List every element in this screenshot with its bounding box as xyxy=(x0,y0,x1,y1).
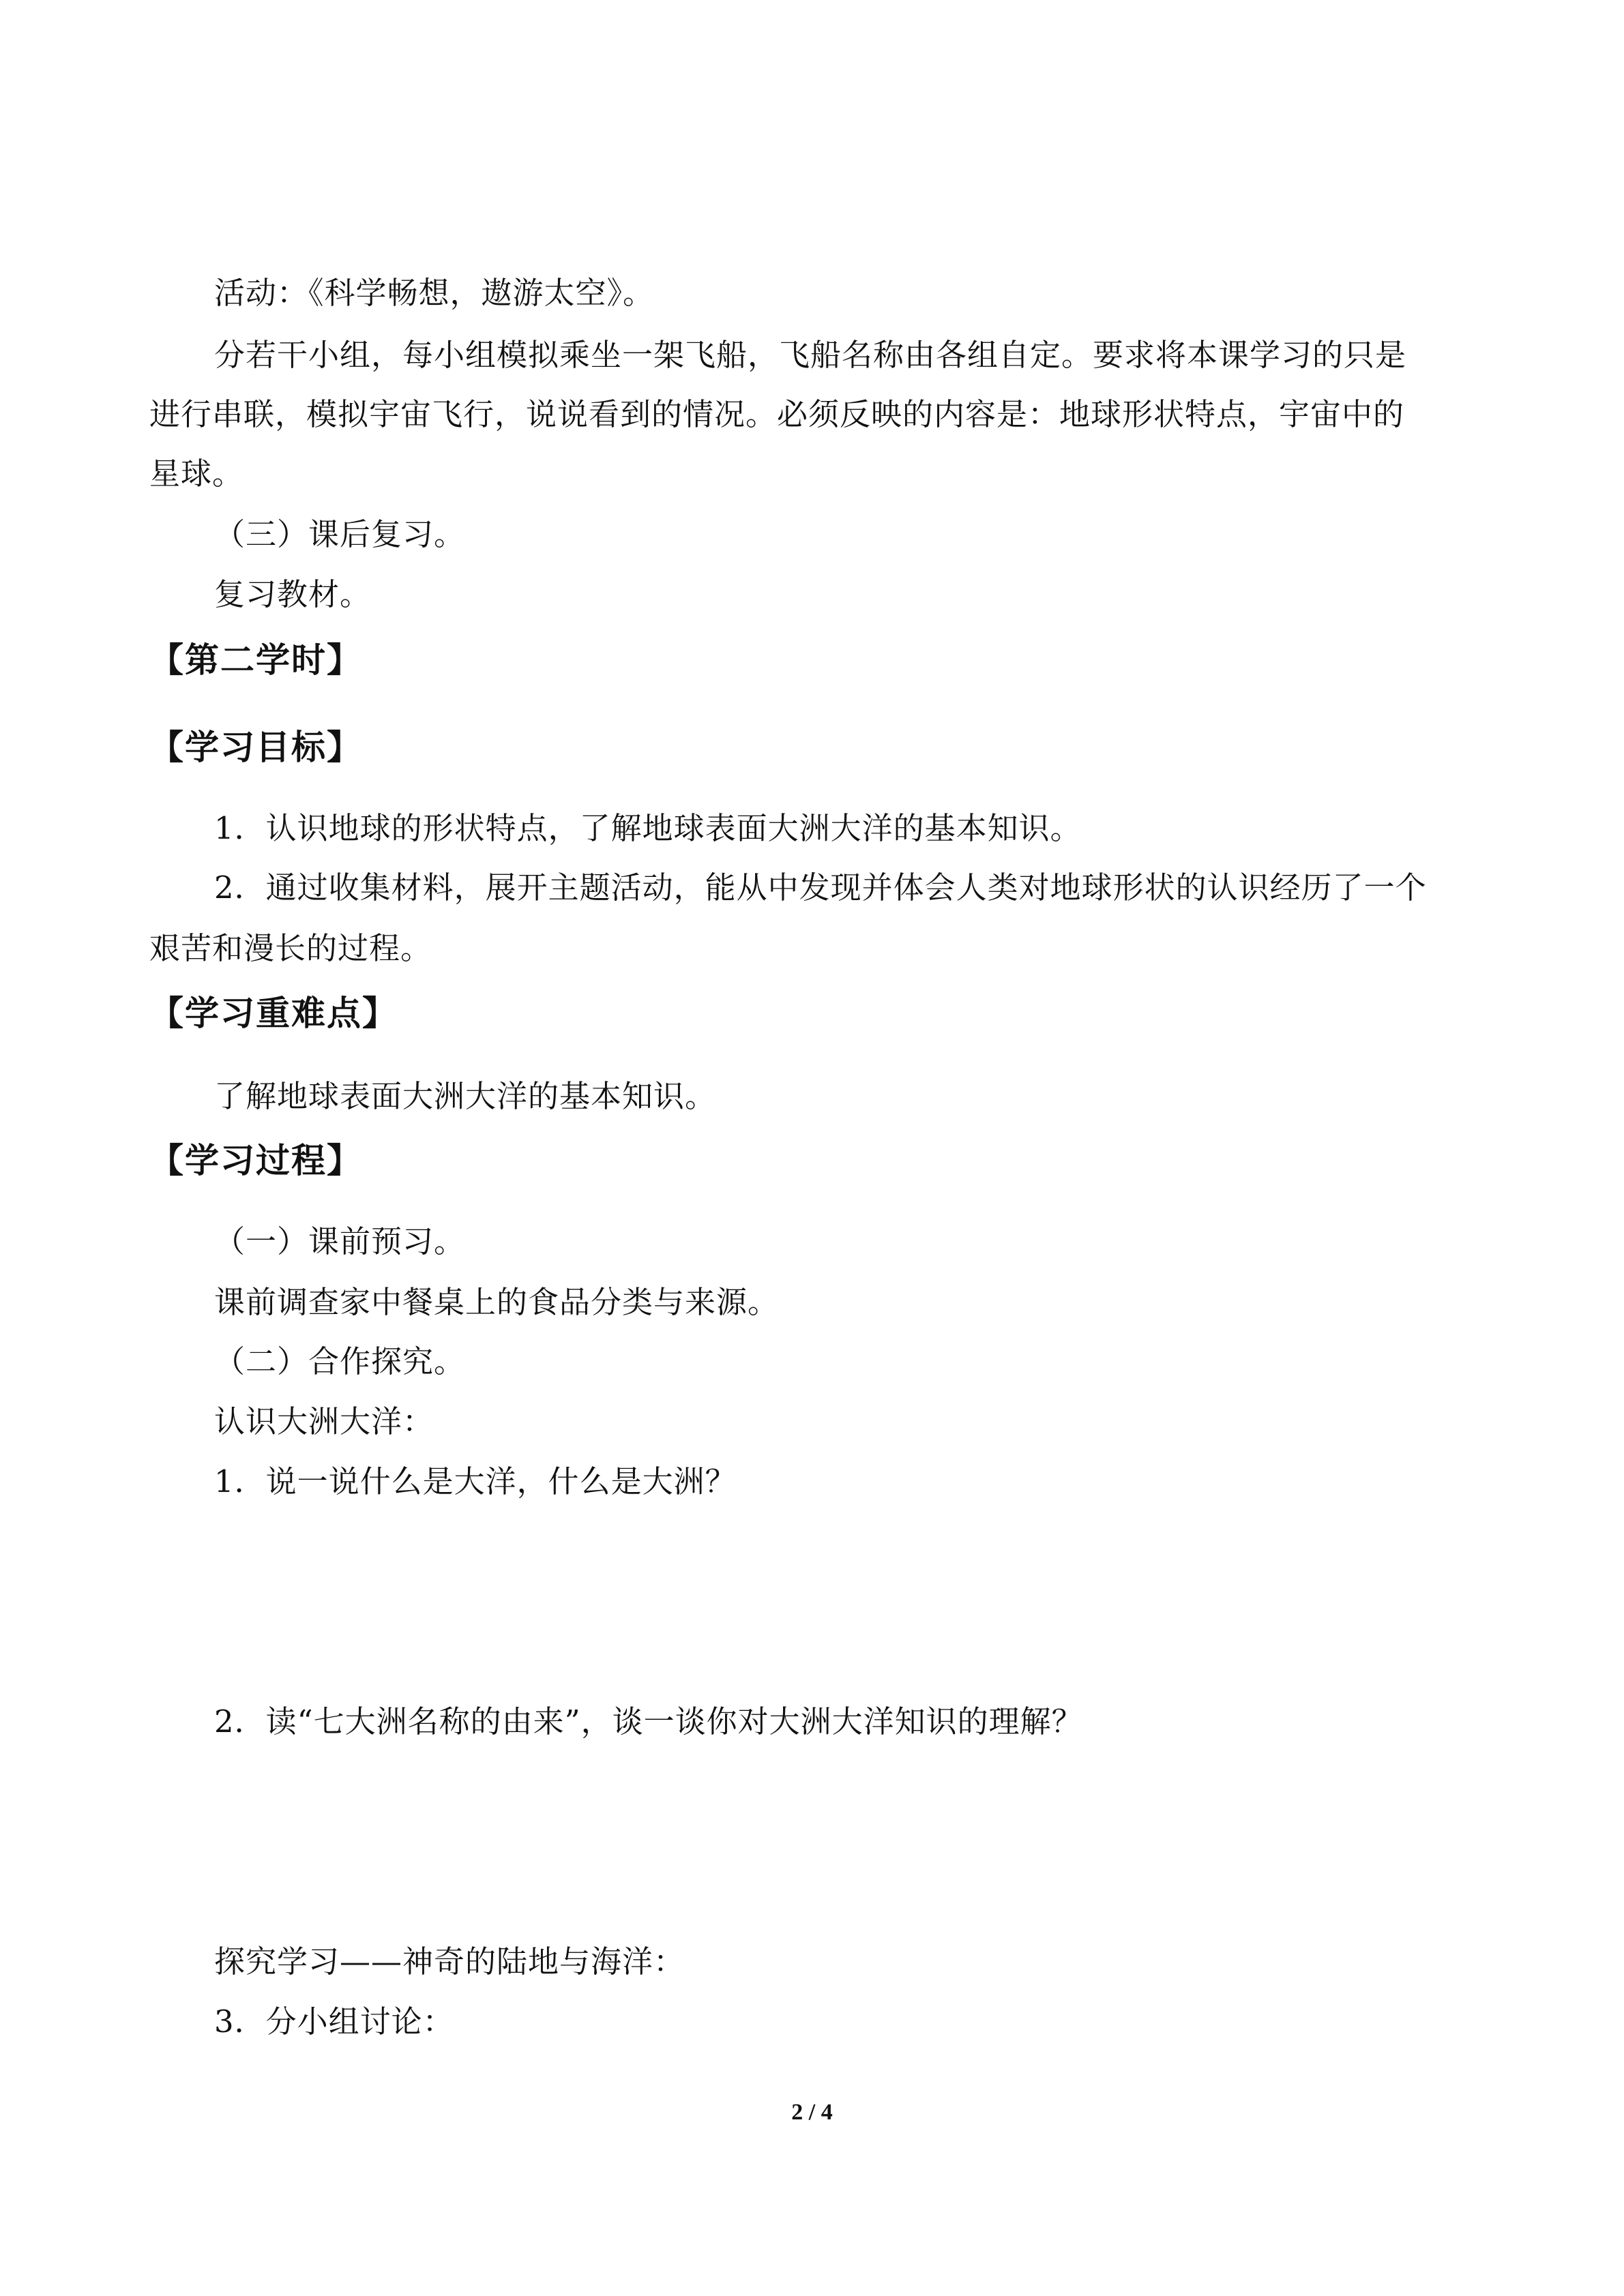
activity-description-line-1: 分若干小组，每小组模拟乘坐一架飞船，飞船名称由各组自定。要求将本课学习的只是 xyxy=(214,337,1407,373)
preview-heading: （一）课前预习。 xyxy=(214,1223,466,1259)
review-heading: （三）课后复习。 xyxy=(214,516,466,552)
inquiry-title: 探究学习——神奇的陆地与海洋： xyxy=(214,1943,685,1980)
activity-description-line-2: 进行串联，模拟宇宙飞行，说说看到的情况。必须反映的内容是：地球形状特点，宇宙中的 xyxy=(149,396,1405,432)
question-3: 3．分小组讨论： xyxy=(214,2003,454,2040)
heading-learning-process: 【学习过程】 xyxy=(149,1141,362,1180)
page-number: 2 / 4 xyxy=(791,2100,833,2125)
objective-item-2-line-2: 艰苦和漫长的过程。 xyxy=(149,930,432,966)
review-text: 复习教材。 xyxy=(214,576,372,612)
activity-description-line-3: 星球。 xyxy=(149,456,244,492)
heading-second-period: 【第二学时】 xyxy=(149,640,362,680)
heading-key-points: 【学习重难点】 xyxy=(149,994,398,1033)
key-points-text: 了解地球表面大洲大洋的基本知识。 xyxy=(214,1078,717,1114)
question-1: 1．说一说什么是大洋，什么是大洲？ xyxy=(214,1463,737,1500)
heading-learning-objectives: 【学习目标】 xyxy=(149,728,362,767)
question-2: 2．读“七大洲名称的由来”，谈一谈你对大洲大洋知识的理解？ xyxy=(214,1703,1083,1740)
objective-item-2-line-1: 2．通过收集材料，展开主题活动，能从中发现并体会人类对地球形状的认识经历了一个 xyxy=(214,869,1427,906)
explore-heading: （二）合作探究。 xyxy=(214,1343,466,1380)
explore-intro: 认识大洲大洋： xyxy=(214,1403,434,1440)
preview-text: 课前调查家中餐桌上的食品分类与来源。 xyxy=(214,1284,780,1320)
objective-item-1: 1．认识地球的形状特点，了解地球表面大洲大洋的基本知识。 xyxy=(214,810,1082,846)
activity-title: 活动：《科学畅想，遨游太空》。 xyxy=(214,275,655,311)
